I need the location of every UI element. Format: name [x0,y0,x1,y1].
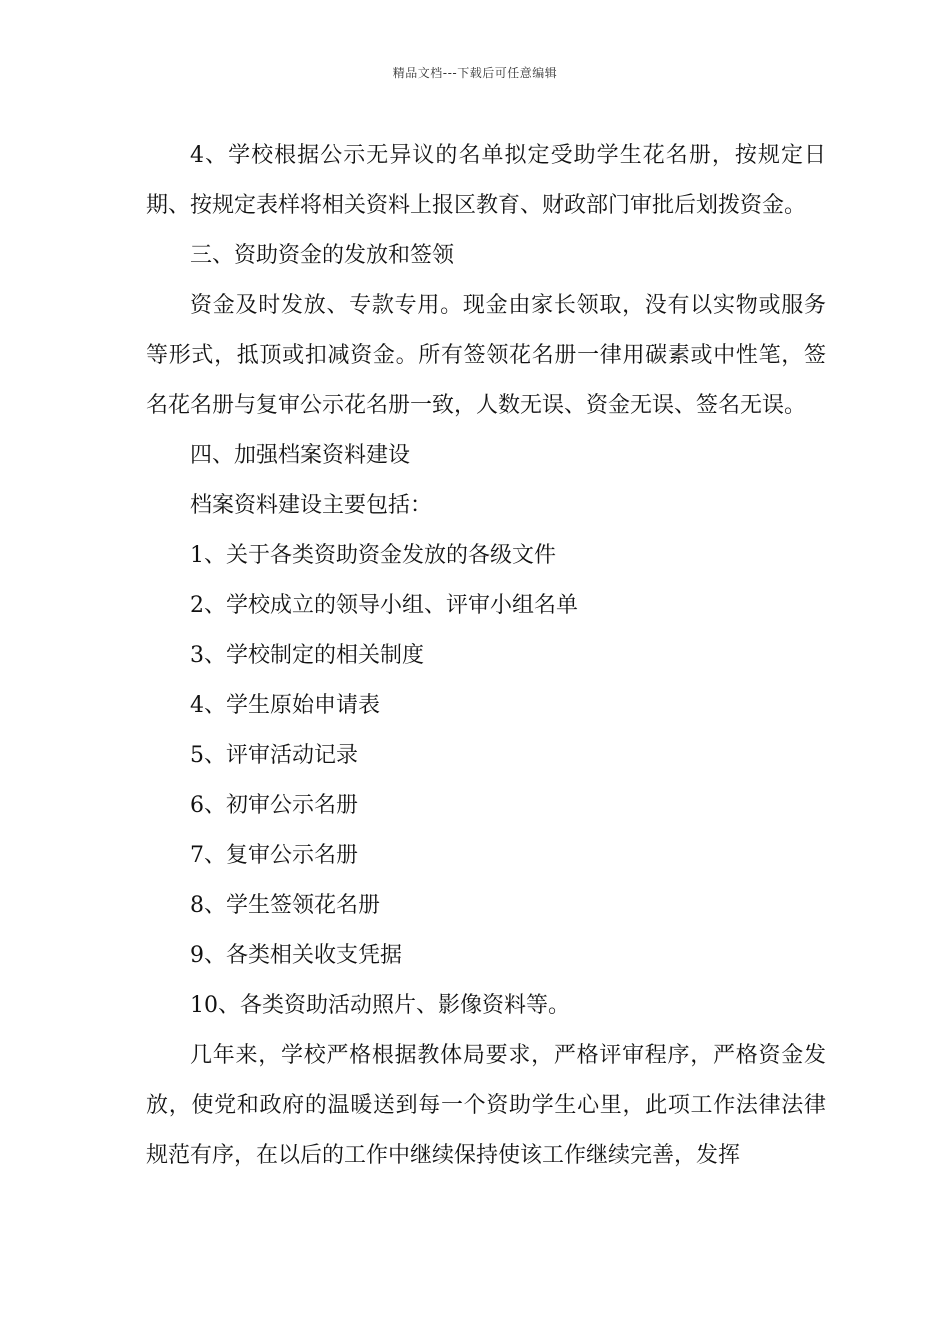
paragraph-item-4: 4、学校根据公示无异议的名单拟定受助学生花名册，按规定日期、按规定表样将相关资料上报区教育、财政部门审批后划拨资金。 [146,143,826,218]
paragraph-funding-distribution: 资金及时发放、专款专用。现金由家长领取，没有以实物或服务等形式，抵顶或扣减资金。所有签领花名册一律用碳素或中性笔，签名花名册与复审公示花名册一致，人数无误、资金无误、签名无误。 [146,293,826,418]
list-item: 8、学生签领花名册 [190,893,380,918]
paragraph-conclusion: 几年来，学校严格根据教体局要求，严格评审程序，严格资金发放，使党和政府的温暖送到每一个资助学生心里，此项工作法律法律规范有序，在以后的工作中继续保持使该工作继续完善，发挥 [146,1043,826,1168]
document-body [146,131,826,1181]
page-header: 精品文档---下载后可任意编辑 [392,66,558,80]
list-item: 3、学校制定的相关制度 [190,643,424,668]
list-item: 5、评审活动记录 [190,743,358,768]
section-heading-3: 三、资助资金的发放和签领 [190,243,455,268]
list-item: 9、各类相关收支凭据 [190,943,402,968]
section-heading-4: 四、加强档案资料建设 [190,443,411,468]
list-item: 10、各类资助活动照片、影像资料等。 [190,993,570,1018]
list-item: 2、学校成立的领导小组、评审小组名单 [190,593,578,618]
list-item: 6、初审公示名册 [190,793,358,818]
list-item: 7、复审公示名册 [190,843,358,868]
list-item: 1、关于各类资助资金发放的各级文件 [190,543,556,568]
paragraph-archive-intro: 档案资料建设主要包括： [190,493,433,518]
list-item: 4、学生原始申请表 [190,693,380,718]
